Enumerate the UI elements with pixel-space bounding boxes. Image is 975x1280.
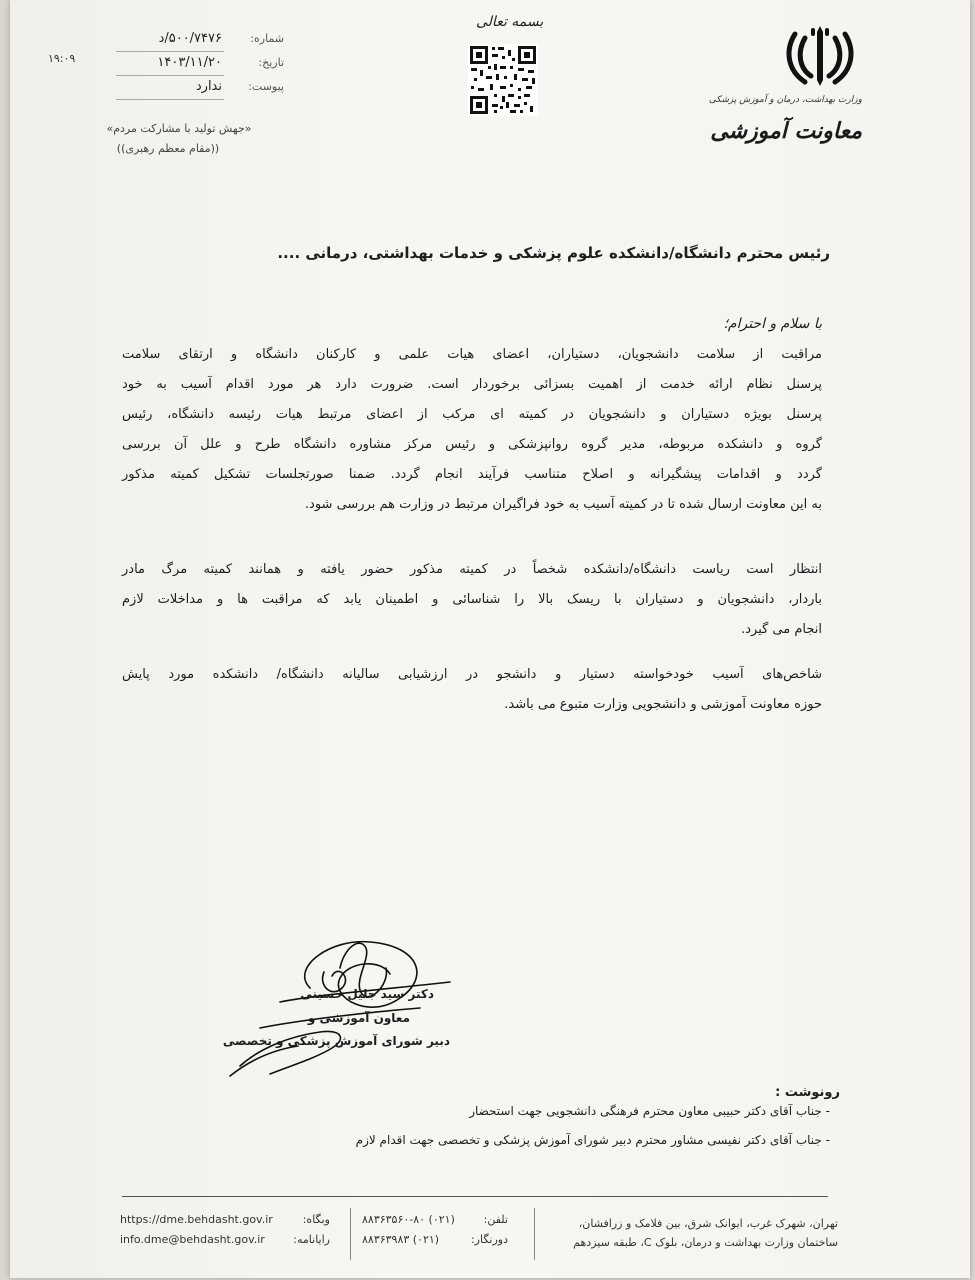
letter-number-label: شماره: — [250, 32, 284, 45]
paragraph-line: حوزه معاونت آموزشی و دانشجویی وزارت متبوع می باشد. — [504, 697, 822, 712]
letter-page — [10, 0, 970, 1278]
bismillah-heading: بسمه تعالی — [476, 14, 544, 30]
letter-attachment-value: ندارد — [195, 79, 222, 94]
letter-date-value: ۱۴۰۳/۱۱/۲۰ — [157, 55, 222, 70]
letter-number-underline — [116, 51, 224, 52]
paragraph-line: پرسنل نظام ارائه خدمت از اهمیت بسزائی برخوردار است. ضرورت دارد هر مورد اقدام آسیب به خود — [122, 377, 822, 392]
paragraph-line: به این معاونت ارسال شده تا در کمیته آسیب به خود فراگیران مرتبط در وزارت هم بررسی شود. — [304, 497, 822, 512]
signatory-title-2: دبیر شورای آموزش پزشکی و تخصصی — [222, 1034, 450, 1048]
copy-recipient-text: جناب آقای دکتر نفیسی مشاور محترم دبیر شورای آموزش پزشکی و تخصصی جهت اقدام لازم — [355, 1133, 822, 1147]
deputy-name-logo-text: معاونت آموزشی — [710, 118, 862, 144]
copy-recipient-1 — [469, 1104, 830, 1118]
paragraph-line: پرسنل بویژه دستیاران و دانشجویان در کمیته ای مرکب از اعضای مرتبط هیات رئیسه دانشگاه، رئیس — [122, 407, 822, 422]
footer-address-line-2: ساختمان وزارت بهداشت و درمان، بلوک C، طبقه سیزدهم — [573, 1236, 838, 1249]
footer-fax-value: ۸۸۳۶۳۹۸۳ (۰۲۱) — [362, 1233, 440, 1246]
letter-attachment-label: پیوست: — [248, 80, 284, 93]
copy-recipient-2 — [356, 1133, 830, 1147]
paragraph-line: شاخص‌های آسیب خودخواسته دستیار و دانشجو در ارزشیابی سالیانه دانشگاه/ دانشکده مورد پایش — [122, 667, 822, 682]
addressee-line: رئیس محترم دانشگاه/دانشکده علوم پزشکی و خدمات بهداشتی، درمانی .... — [277, 244, 830, 262]
letter-date-label: تاریخ: — [258, 56, 284, 69]
copy-recipient-text: جناب آقای دکتر حبیبی معاون محترم فرهنگی دانشجویی جهت استحضار — [469, 1104, 822, 1118]
letter-number-row — [116, 32, 284, 52]
paragraph-1 — [122, 340, 822, 520]
letter-number-value: ۵۰۰/۷۴۷۶/د — [158, 31, 222, 46]
signatory-title-1: معاون آموزشی و — [307, 1011, 410, 1025]
greeting: با سلام و احترام؛ — [723, 316, 822, 332]
copy-bullet: - — [825, 1133, 830, 1147]
paragraph-line: گردد و اقدامات پیشگیرانه و اصلاح متناسب فرآیند انجام گردد. ضمنا صورتجلسات تشکیل کمیته مذکور — [122, 467, 822, 482]
paragraph-line: گروه و دانشکده مربوطه، مدیر گروه روانپزشکی و رئیس مرکز مشاوره دانشگاه طرح و علل آن بررسی — [122, 437, 822, 452]
letter-attachment-underline — [116, 99, 224, 100]
footer-separator — [350, 1208, 351, 1260]
iran-emblem-icon — [783, 24, 857, 88]
footer-separator — [534, 1208, 535, 1260]
received-time-note: ۱۹:۰۹ — [48, 52, 76, 65]
footer-email-link[interactable]: info.dme@behdasht.gov.ir — [120, 1233, 265, 1246]
letter-attachment-row — [116, 80, 284, 100]
paragraph-line: انجام می گیرد. — [741, 622, 822, 637]
slogan-line-1: «جهش تولید با مشارکت مردم» — [106, 122, 252, 135]
paragraph-line: باردار، دانشجویان و دستیاران با ریسک بالا را شناسائی و اطمینان یابد که مراقبت ها و مداخلات لازم — [122, 592, 822, 607]
footer-website-label: وبگاه: — [302, 1213, 330, 1226]
signatory-name: دکتر سید جلیل حسینی — [300, 987, 434, 1001]
footer-website-link[interactable]: https://dme.behdasht.gov.ir — [120, 1213, 273, 1226]
paragraph-2 — [122, 555, 822, 645]
letter-date-row — [116, 56, 284, 76]
qr-code-icon — [468, 44, 538, 116]
footer-divider — [122, 1196, 828, 1197]
copies-heading: رونوشت : — [775, 1085, 840, 1100]
slogan-line-2: ((مقام معظم رهبری)) — [116, 142, 220, 155]
copy-bullet: - — [825, 1104, 830, 1118]
handwritten-signature — [220, 928, 460, 1080]
letter-date-underline — [116, 75, 224, 76]
footer-email-label: رایانامه: — [293, 1233, 330, 1246]
paragraph-line: انتظار است ریاست دانشگاه/دانشکده شخصاً در کمیته مذکور حضور یافته و همانند کمیته مرگ مادر — [122, 562, 822, 577]
paragraph-3 — [122, 660, 822, 720]
footer-phone-label: تلفن: — [483, 1213, 508, 1226]
footer-fax-label: دورنگار: — [470, 1233, 508, 1246]
ministry-name: وزارت بهداشت، درمان و آموزش پزشکی — [708, 95, 862, 105]
footer-phone-value: ۸۸۳۶۳۵۶۰-۸۰ (۰۲۱) — [362, 1213, 455, 1226]
footer-address-line-1: تهران، شهرک غرب، ایوانک شرق، بین فلامک و زرافشان، — [578, 1217, 838, 1230]
paragraph-line: مراقبت از سلامت دانشجویان، دستیاران، اعضای هیات علمی و کارکنان دانشگاه و ارتقای سلامت — [122, 347, 822, 362]
